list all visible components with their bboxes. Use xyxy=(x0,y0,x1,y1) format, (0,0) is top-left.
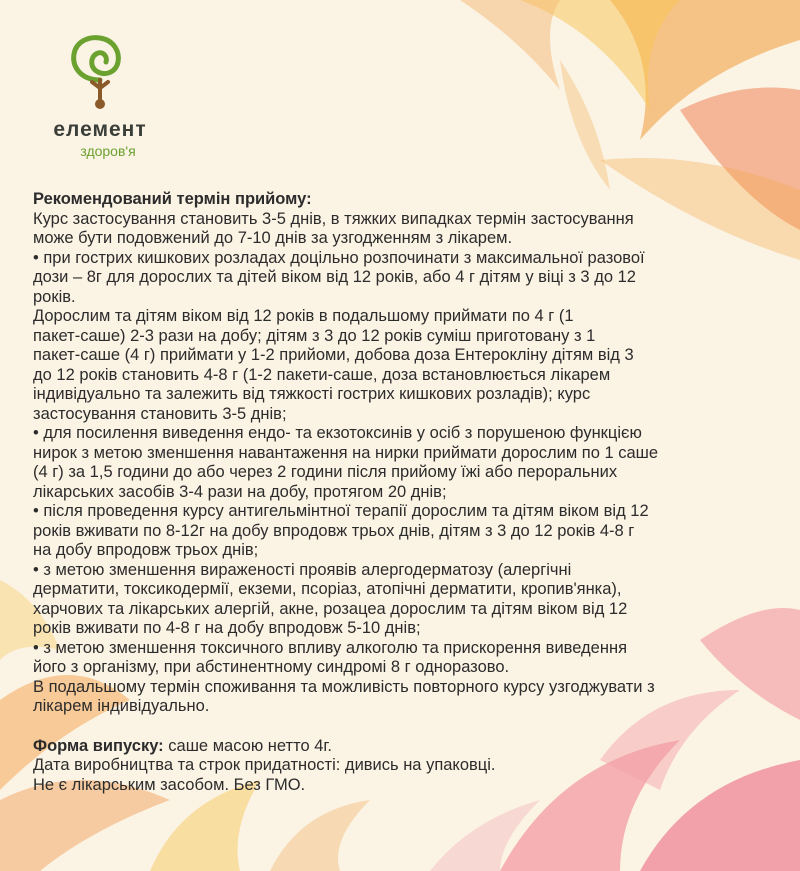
text-line: індивідуально та залежить від тяжкості гострих кишкових розладів); курс xyxy=(33,385,591,403)
text-line: пакет-саше) 2-3 рази на добу; дітям з 3 до 12 років суміш приготовану з 1 xyxy=(33,326,596,345)
text-line: на добу впродовж трьох днів; xyxy=(33,541,259,559)
text-line: застосування становить 3-5 днів; xyxy=(33,404,287,423)
text-line: • після проведення курсу антигельмінтної терапії дорослим та дітям віком від 12 xyxy=(33,502,649,520)
text-line: (4 г) за 1,5 години до або через 2 години після прийому їжі або пероральних xyxy=(33,463,618,481)
text-line: років вживати по 8-12г на добу впродовж трьох днів, дітям з 3 до 12 років 4-8 г xyxy=(33,521,635,540)
brand-subtitle: здоров'я xyxy=(80,143,136,159)
text-line: • з метою зменшення токсичного впливу алкоголю та прискорення виведення xyxy=(33,638,628,657)
text-line: нирок з метою зменшення навантаження на нирки приймати дорослим по 1 саше xyxy=(33,443,659,462)
notice-line: Не є лікарським засобом. Без ГМО. xyxy=(33,775,306,794)
date-line: Дата виробництва та строк придатності: дивись на упаковці. xyxy=(33,756,496,774)
text-line: • з метою зменшення вираженості проявів алергодерматозу (алергічні xyxy=(33,560,572,579)
form-line xyxy=(33,737,768,757)
text-line: Курс застосування становить 3-5 днів, в тяжких випадках термін застосування xyxy=(33,209,634,228)
text-line: років. xyxy=(33,287,76,306)
text-line: лікарських засобів 3-4 рази на добу, протягом 20 днів; xyxy=(33,482,447,501)
instruction-lines xyxy=(33,210,768,717)
text-line: харчових та лікарських алергій, акне, розацеа дорослим та дітям віком від 12 xyxy=(33,599,628,618)
text-line: може бути подовжений до 7-10 днів за узгодженням з лікарем. xyxy=(33,229,513,247)
form-value: саше масою нетто 4г. xyxy=(163,736,332,755)
text-line: до 12 років становить 4-8 г (1-2 пакети-саше, доза встановлюється лікарем xyxy=(33,365,611,384)
text-line: • при гострих кишкових розладах доцільно розпочинати з максимальної разової xyxy=(33,248,645,267)
text-line: дерматити, токсикодермії, екземи, псоріаз, атопічні дерматити, кропив'янка), xyxy=(33,580,622,598)
text-line: Дорослим та дітям віком від 12 років в подальшому приймати по 4 г (1 xyxy=(33,307,574,325)
section-heading: Рекомендований термін прийому: xyxy=(33,190,312,208)
instructions-block xyxy=(33,190,768,795)
text-line: дози – 8г для дорослих та дітей віком від 12 років, або 4 г дітям у віці з 3 до 12 xyxy=(33,268,636,286)
form-label: Форма випуску: xyxy=(33,736,164,755)
brand-logo xyxy=(40,30,160,160)
brand-name: елемент xyxy=(53,118,147,141)
text-line: В подальшому термін споживання та можливість повторного курсу узгоджувати з xyxy=(33,677,655,696)
text-line: його з організму, при абстинентному синдромі 8 г одноразово. xyxy=(33,658,510,676)
text-line: лікарем індивідуально. xyxy=(33,697,210,715)
spiral-tree-icon xyxy=(62,30,138,116)
text-line: • для посилення виведення ендо- та екзотоксинів у осіб з порушеною функцією xyxy=(33,424,642,442)
text-line: пакет-саше (4 г) приймати у 1-2 прийоми, добова доза Ентерокліну дітям від 3 xyxy=(33,346,634,364)
text-line: років вживати по 4-8 г на добу впродовж 5-10 днів; xyxy=(33,619,421,637)
